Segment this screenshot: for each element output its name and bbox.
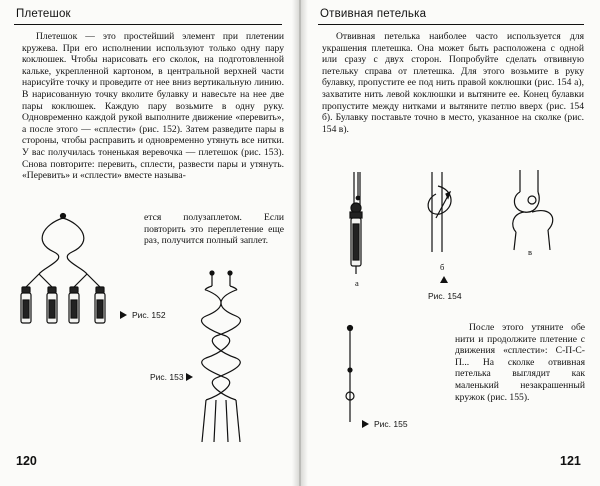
right-page-number: 121 <box>560 454 581 468</box>
figure-154v-illustration <box>502 166 562 256</box>
right-paragraph-after: После этого утяните обе нити и продолжите плетение с движения «сплести»: С-П-С-П... На сколке отвивная петелька выглядит как маленький незакрашенный кружок (рис. 155). <box>455 322 585 403</box>
figure-153-label: Рис. 153 <box>150 372 184 382</box>
figure-154v-label: в <box>528 247 533 257</box>
figure-154-label: Рис. 154 <box>428 291 462 301</box>
figure-155-arrow <box>362 420 369 428</box>
figure-152-label: Рис. 152 <box>132 310 166 320</box>
figure-154b-label: б <box>440 262 445 272</box>
left-paragraph-wrap: ется полузаплетом. Если повторить это переплетение еще раз, получится полный заплет. <box>144 212 284 247</box>
right-page <box>300 0 600 486</box>
figure-153-illustration <box>196 270 266 445</box>
figure-154a-illustration <box>332 168 372 288</box>
figure-155-label: Рис. 155 <box>374 419 408 429</box>
left-page-number: 120 <box>16 454 37 468</box>
right-header-rule <box>318 24 584 25</box>
left-paragraph: Плетешок — это простейший элемент при плетении кружева. При его исполнении используют только одну пару коклюшек. Чтобы нарисовать его сколок, на подготовленной кальке, укрепленной картоном, в центральной верхней части нарисуйте точку и проведите от нее вниз вертикальную линию. В нарисованную точку вколите булавку и навесьте на нее две пары коклюшек. Каждую пару возьмите в одну руку. Одновременно каждой рукой выполните движение «перевить», а после этого — «сплести» (рис. 152). Затем разведите пары в стороны, чтобы расправить и одновременно утянуть все нитки. У вас получилась тоненькая веревочка — плетешок (рис. 153). Снова повторите: перевить, сплести, развести пары и утянуть. «Перевить» и «сплести» вместе называ- <box>22 31 284 182</box>
figure-152-arrow <box>120 311 127 319</box>
figure-153-arrow <box>186 373 193 381</box>
figure-154a-label: а <box>355 278 359 288</box>
figure-155-illustration <box>340 318 360 428</box>
figure-152-illustration <box>14 212 134 332</box>
right-page-header: Отвивная петелька <box>320 8 427 20</box>
figure-154-arrow <box>440 276 448 283</box>
right-paragraph: Отвивная петелька наиболее часто используется для украшения плетешка. Она может быть расположена с одной или сразу с двух сторон. Попробуйте сделать отвивную петельку справа от плетешка. Для этого возьмите в руку булавку, пропустите ее под нить правой коклюшки (рис. 154 а), захватите нить левой коклюшки и вытяните ее. Конец булавки пропустите между нитками и вытяните петлю вверх (рис. 154 б). Булавку поставьте точно в место, указанное на сколке (рис. 154 в). <box>322 31 584 135</box>
left-header-rule <box>14 24 282 25</box>
left-page-header: Плетешок <box>16 8 71 20</box>
figure-154b-illustration <box>422 168 462 258</box>
